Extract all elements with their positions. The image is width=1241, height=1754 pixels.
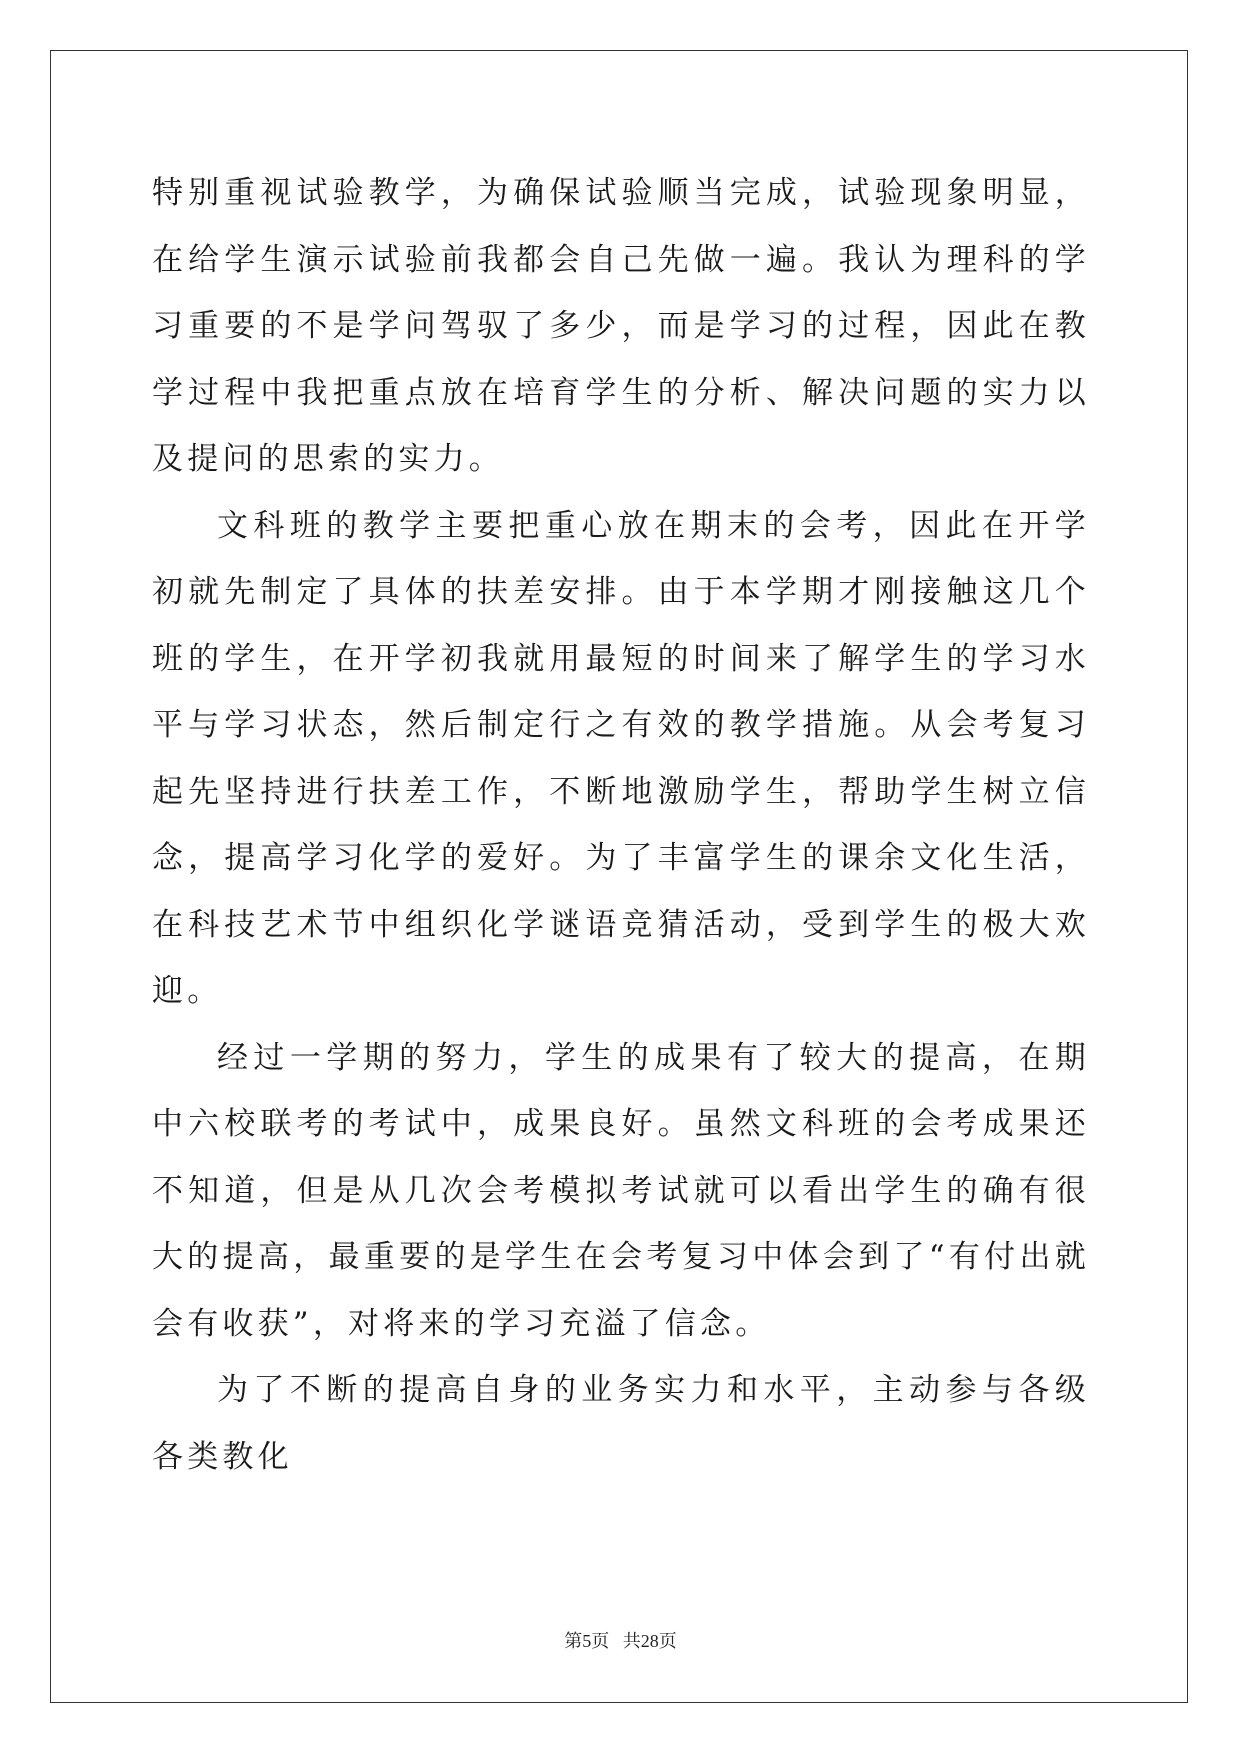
page-number: 5 [582, 1631, 592, 1651]
total-pages: 28 [640, 1631, 659, 1651]
total-label-suffix: 页 [658, 1631, 677, 1651]
page-label-prefix: 第 [564, 1631, 583, 1651]
paragraph-3: 经过一学期的努力，学生的成果有了较大的提高，在期中六校联考的考试中，成果良好。虽然文科班的会考成果还不知道，但是从几次会考模拟考试就可以看出学生的确有很大的提高，最重要的是学生在会考复习中体会到了“有付出就会有收获”，对将来的学习充溢了信念。 [152, 1039, 1090, 1342]
paragraph-2: 文科班的教学主要把重心放在期末的会考，因此在开学初就先制定了具体的扶差安排。由于本学期才刚接触这几个班的学生，在开学初我就用最短的时间来了解学生的学习水平与学习状态，然后制定行之有效的教学措施。从会考复习起先坚持进行扶差工作，不断地激励学生，帮助学生树立信念，提高学习化学的爱好。为了丰富学生的课余文化生活，在科技艺术节中组织化学谜语竞猜活动，受到学生的极大欢迎。 [152, 507, 1090, 1009]
page-footer [0, 1627, 1241, 1653]
paragraph-4: 为了不断的提高自身的业务实力和水平，主动参与各级各类教化 [152, 1372, 1090, 1475]
document-body [152, 160, 1090, 1490]
total-label-prefix: 共 [622, 1631, 641, 1651]
paragraph-1: 特别重视试验教学，为确保试验顺当完成，试验现象明显，在给学生演示试验前我都会自己先做一遍。我认为理科的学习重要的不是学问驾驭了多少，而是学习的过程，因此在教学过程中我把重点放在培育学生的分析、解决问题的实力以及提问的思索的实力。 [152, 175, 1090, 477]
page-label-suffix: 页 [591, 1631, 610, 1651]
